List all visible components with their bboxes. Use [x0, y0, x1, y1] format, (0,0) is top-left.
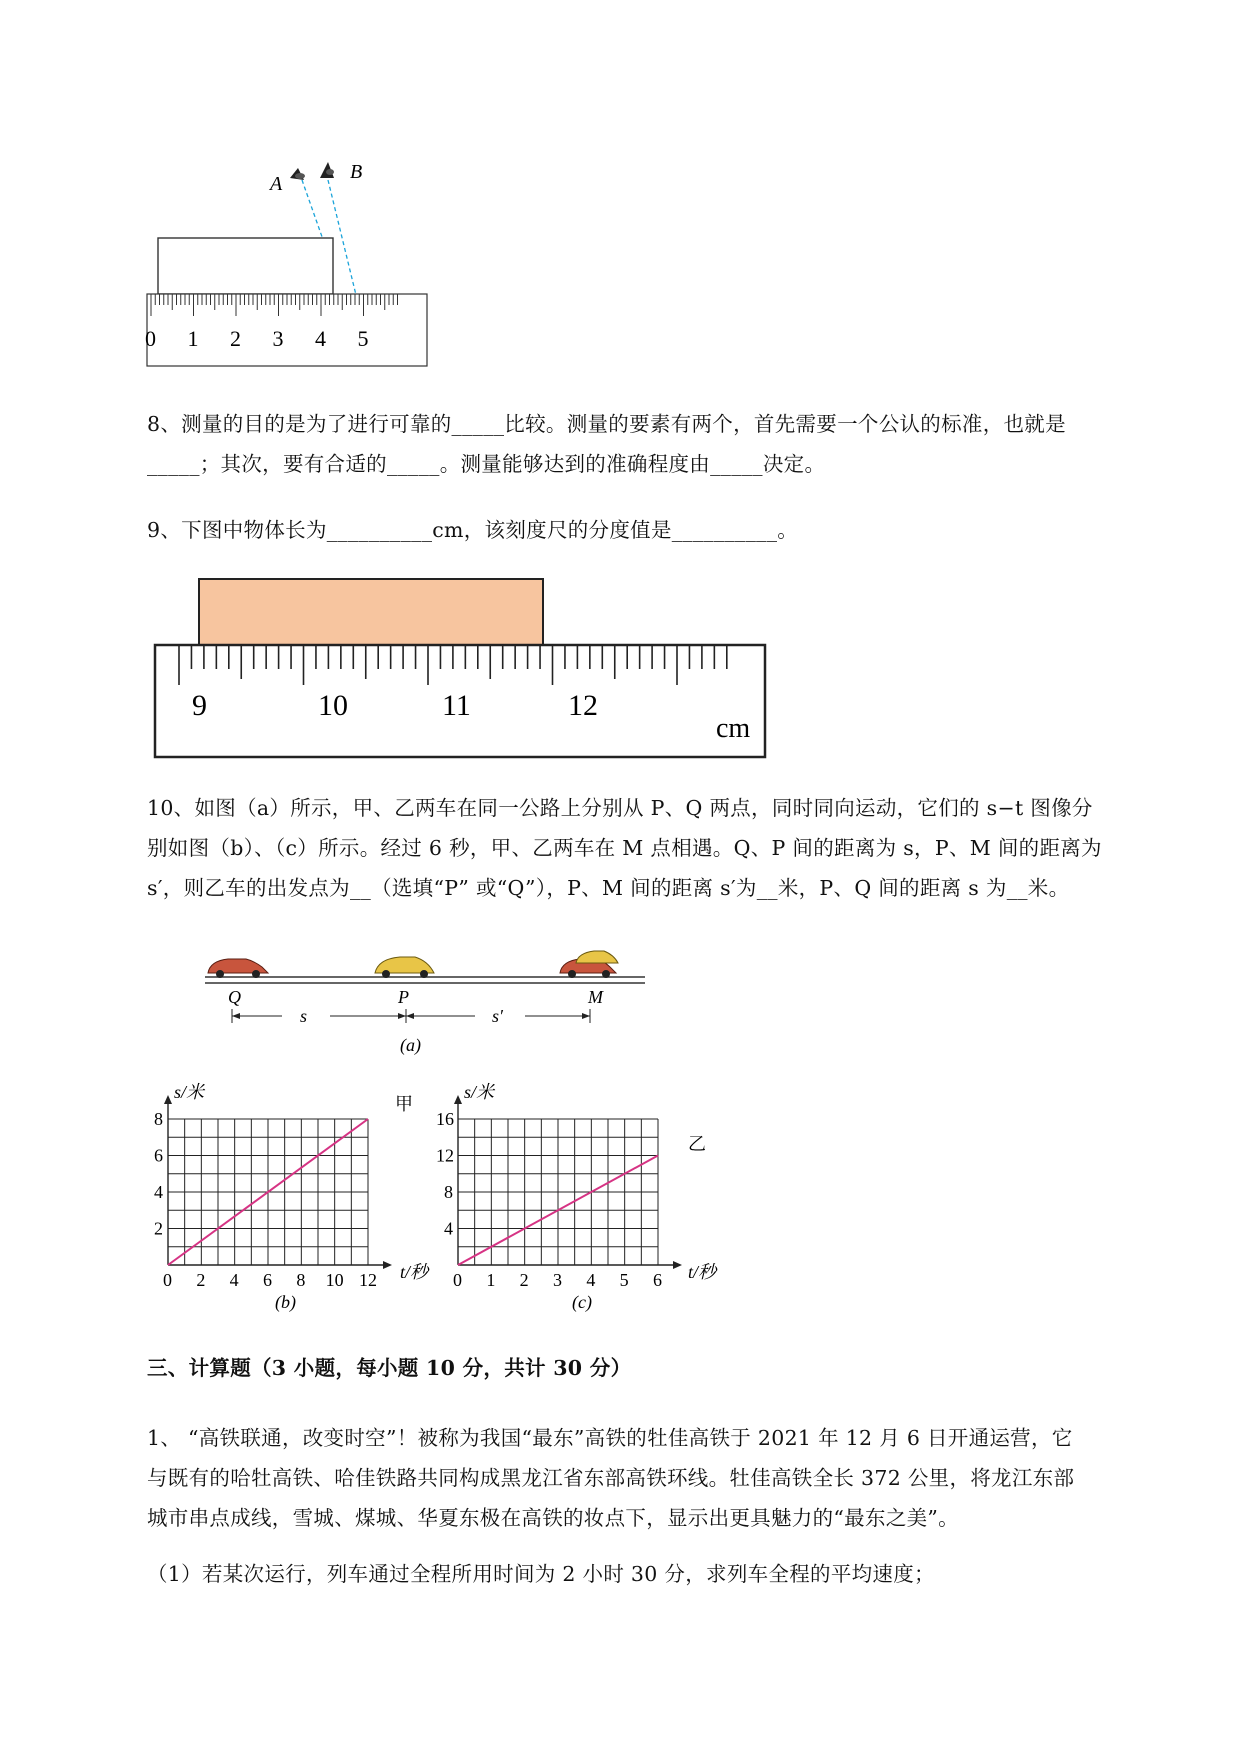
chart-b [140, 1070, 430, 1320]
question-8 [147, 404, 1147, 484]
chart-b-x-tick-label: 6 [263, 1270, 272, 1290]
chart-b-series-label: 甲 [395, 1094, 413, 1114]
label-q: Q [228, 987, 241, 1007]
label-s-prime: s′ [492, 1006, 503, 1026]
chart-c-x-tick-label: 6 [653, 1270, 662, 1290]
chart-c-caption: (c) [572, 1292, 592, 1312]
chart-b-x-tick-label: 0 [163, 1270, 172, 1290]
car-p-icon [375, 957, 434, 978]
ruler-tick-label: 5 [357, 326, 369, 351]
cars-m-icon [560, 951, 618, 978]
car-q-icon [208, 959, 268, 978]
ruler-tick-label: 3 [272, 326, 284, 351]
chart-c-xlabel: t/秒 [688, 1262, 717, 1282]
chart-c-x-tick-label: 0 [453, 1270, 462, 1290]
caption-a: (a) [400, 1035, 421, 1055]
measured-block [158, 238, 333, 294]
chart-c [430, 1070, 730, 1320]
section-3-heading: 三、计算题（3 小题，每小题 10 分，共计 30 分） [147, 1356, 632, 1380]
chart-b-y-tick-label: 2 [154, 1218, 163, 1239]
chart-b-x-tick-label: 2 [196, 1270, 206, 1290]
label-p: P [398, 987, 409, 1007]
ruler-tick-label: 2 [230, 326, 241, 351]
chart-c-grid [458, 1119, 658, 1265]
q9-text: 9、下图中物体长为__________cm，该刻度尺的分度值是__________。 [147, 518, 799, 542]
chart-c-y-tick-label: 12 [436, 1145, 454, 1166]
q10-line1: 10、如图（a）所示，甲、乙两车在同一公路上分别从 P、Q 两点，同时同向运动，它们的 s−t 图像分 [147, 796, 1093, 820]
chart-c-x-tick-label: 1 [486, 1270, 496, 1290]
chart-b-x-tick-label: 12 [359, 1270, 377, 1290]
label-m: M [588, 987, 603, 1007]
chart-c-y-tick-label: 16 [436, 1109, 454, 1129]
unit-label: cm [716, 713, 751, 744]
q10-line3: s′，则乙车的出发点为__（选填“P” 或“Q”），P、M 间的距离 s′为__米，P、Q 间的距离 s 为__米。 [147, 876, 1070, 900]
q1-line1: 1、 “高铁联通，改变时空”！被称为我国“最东”高铁的牡佳高铁于 2021 年 12 月 6 日开通运营，它 [147, 1426, 1073, 1450]
chart-b-y-tick-label: 6 [154, 1145, 163, 1166]
chart-c-y-tick-label: 4 [444, 1218, 453, 1239]
figure-a-road [200, 945, 660, 1060]
question-10 [147, 788, 1147, 908]
q1-line2: 与既有的哈牡高铁、哈佳铁路共同构成黑龙江省东部高铁环线。牡佳高铁全长 372 公里，将龙江东部 [147, 1466, 1075, 1490]
label-b: B [350, 161, 363, 183]
chart-b-ylabel: s/米 [174, 1082, 205, 1102]
chart-c-x-tick-label: 4 [586, 1270, 596, 1290]
ruler-tick-label: 0 [145, 326, 156, 351]
tick-label-11: 11 [442, 689, 471, 722]
q8-line1: 8、测量的目的是为了进行可靠的_____比较。测量的要素有两个，首先需要一个公认的标准，也就是 [147, 412, 1066, 436]
chart-b-xlabel: t/秒 [400, 1262, 429, 1282]
q1-line3: 城市串点成线，雪城、煤城、华夏东极在高铁的妆点下，显示出更具魅力的“最东之美”。 [147, 1506, 959, 1530]
eye-b-icon [320, 162, 334, 178]
q8-line2: _____；其次，要有合适的_____。测量能够达到的准确程度由_____决定。 [147, 452, 826, 476]
chart-b-caption: (b) [275, 1292, 296, 1312]
q10-line2: 别如图（b）、（c）所示。经过 6 秒，甲、乙两车在 M 点相遇。Q、P 间的距离为 s，P、M 间的距离为 [147, 836, 1102, 860]
chart-c-y-tick-label: 8 [444, 1182, 453, 1202]
chart-c-x-tick-label: 3 [553, 1270, 562, 1290]
chart-c-axes [454, 1095, 682, 1269]
chart-c-x-tick-label: 2 [519, 1270, 529, 1290]
label-a: A [270, 173, 283, 195]
chart-c-series-label: 乙 [688, 1134, 706, 1154]
question-9 [147, 510, 1147, 550]
eye-a-icon [290, 168, 305, 180]
chart-b-y-tick-label: 8 [154, 1109, 163, 1129]
label-s: s [300, 1006, 308, 1026]
calc-question-1-sub1: （1）若某次运行，列车通过全程所用时间为 2 小时 30 分，求列车全程的平均速度； [147, 1562, 935, 1586]
ruler-tick-label: 1 [187, 326, 199, 351]
tick-label-12: 12 [568, 689, 598, 722]
chart-b-x-tick-label: 8 [296, 1270, 306, 1290]
calc-question-1 [147, 1418, 1147, 1538]
chart-b-x-tick-label: 4 [229, 1270, 239, 1290]
measured-object [199, 579, 543, 645]
chart-b-x-tick-label: 10 [325, 1270, 344, 1290]
tick-label-10: 10 [318, 689, 348, 722]
ruler-tick-label: 4 [315, 326, 326, 351]
chart-c-x-tick-label: 5 [619, 1270, 629, 1290]
tick-label-9: 9 [192, 689, 207, 722]
eye-ruler-figure [140, 150, 440, 370]
chart-b-y-tick-label: 4 [154, 1182, 163, 1202]
orange-ruler-figure [150, 575, 770, 765]
chart-c-ylabel: s/米 [464, 1082, 495, 1102]
